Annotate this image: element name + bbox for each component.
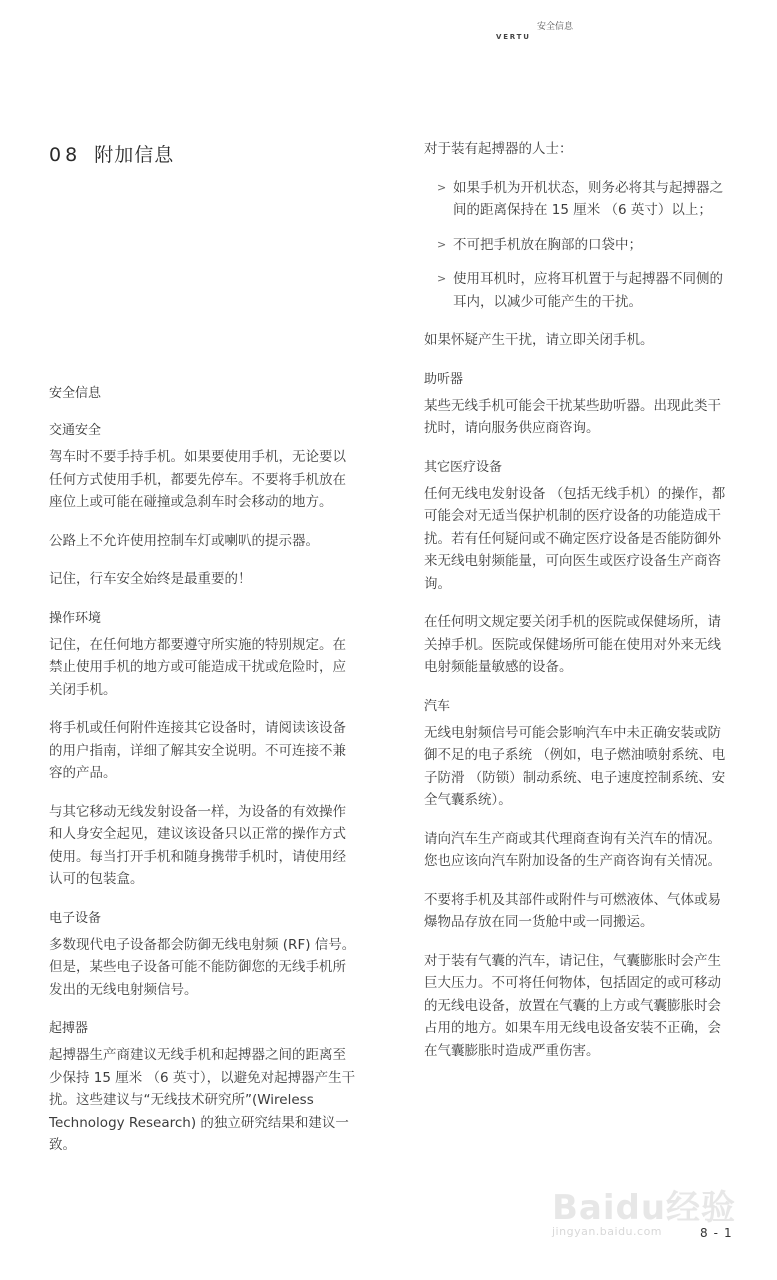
traffic-paragraph-1: 驾车时不要手持手机。如果要使用手机，无论要以任何方式使用手机，都要先停车。不要将手机放在座位上或可能在碰撞或急刹车时会移动的地方。 [49,449,346,510]
environment-paragraph-1: 记住，在任何地方都要遵守所实施的特别规定。在禁止使用手机的地方或可能造成干扰或危险时，应关闭手机。 [49,636,346,698]
hearing-aids-paragraph-1: 某些无线手机可能会干扰某些助听器。出现此类干扰时，请向服务供应商咨询。 [424,397,721,436]
list-item-text: 使用耳机时，应将耳机置于与起搏器不同侧的耳内，以减少可能产生的干扰。 [453,271,723,310]
chapter-title: 附加信息 [94,144,175,166]
pacemaker-users-intro: 对于装有起搏器的人士： [424,141,573,157]
medical-paragraph-1: 任何无线电发射设备 （包括无线手机）的操作，都可能会对无适当保护机制的医疗设备的功能造成干扰。若有任何疑问或不确定医疗设备是否能防御外来无线电射频能量，可向医生或医疗设备生产商咨询。 [424,485,726,592]
bullet-marker-icon: > [437,180,447,194]
right-column [424,138,734,1078]
list-item [424,268,734,313]
environment-heading: 操作环境 [49,610,102,626]
traffic-paragraph-2: 公路上不允许使用控制车灯或喇叭的提示器。 [49,532,319,549]
environment-paragraph-3: 与其它移动无线发射设备一样，为设备的有效操作和人身安全起见，建议该设备只以正常的操作方式使用。每当打开手机和随身携带手机时，请使用经认可的包装盒。 [49,803,346,887]
section-title: 安全信息 [49,386,102,401]
chapter-heading [49,140,174,167]
pacemaker-bullet-list [424,177,734,314]
left-column [49,382,359,1173]
bullet-marker-icon: > [437,237,447,251]
list-item-text: 如果手机为开机状态，则务必将其与起搏器之间的距离保持在 15 厘米 （6 英寸）以上； [453,179,723,218]
environment-paragraph-2: 将手机或任何附件连接其它设备时，请阅读该设备的用户指南，详细了解其安全说明。不可连接不兼容的产品。 [49,720,346,781]
medical-heading: 其它医疗设备 [424,459,503,475]
hearing-aids-heading: 助听器 [424,371,464,387]
traffic-heading: 交通安全 [49,423,102,438]
pacemaker-heading: 起搏器 [49,1021,89,1036]
header-title: 安全信息 [537,22,574,32]
electronics-paragraph-1: 多数现代电子设备都会防御无线电射频 (RF) 信号。但是，某些电子设备可能不能防御您的无线手机所发出的无线电射频信号。 [49,936,356,998]
electronics-heading: 电子设备 [49,910,102,926]
vehicles-paragraph-1: 无线电射频信号可能会影响汽车中未正确安装或防御不足的电子系统 （例如，电子燃油喷射系统、电子防滑 （防锁）制动系统、电子速度控制系统、安全气囊系统）。 [424,724,726,808]
watermark-url: jingyan.baidu.com [552,1225,663,1238]
bullet-marker-icon: > [437,272,447,285]
list-item [424,234,734,257]
vehicles-paragraph-2: 请向汽车生产商或其代理商查询有关汽车的情况。您也应该向汽车附加设备的生产商咨询有关情况。 [424,830,721,869]
traffic-paragraph-3: 记住，行车安全始终是最重要的！ [49,571,252,587]
list-item [424,177,734,222]
list-item-text: 不可把手机放在胸部的口袋中； [453,236,642,253]
pacemaker-paragraph-1: 起搏器生产商建议无线手机和起搏器之间的距离至少保持 15 厘米 （6 英寸），以避免对起搏器产生干扰。这些建议与“无线技术研究所”(Wireless Technology Research) 的独立研究结果和建议一致。 [49,1047,356,1153]
page-number: 8-1 [700,1226,738,1240]
vehicles-heading: 汽车 [424,698,451,714]
brand-logo: VERTU [496,33,531,41]
vehicles-paragraph-4: 对于装有气囊的汽车，请记住，气囊膨胀时会产生巨大压力。不可将任何物体，包括固定的或可移动的无线电设备，放置在气囊的上方或气囊膨胀时会占用的地方。如果车用无线电设备安装不正确，会在气囊膨胀时造成严重伤害。 [424,952,721,1059]
watermark-logo: Baidu经验 [552,1188,737,1228]
vehicles-paragraph-3: 不要将手机及其部件或附件与可燃液体、气体或易爆物品存放在同一货舱中或一同搬运。 [424,891,721,930]
chapter-number: 08 [49,144,82,166]
medical-paragraph-2: 在任何明文规定要关闭手机的医院或保健场所，请关掉手机。医院或保健场所可能在使用对外来无线电射频能量敏感的设备。 [424,614,721,675]
pacemaker-users-outro: 如果怀疑产生干扰，请立即关闭手机。 [424,332,654,348]
